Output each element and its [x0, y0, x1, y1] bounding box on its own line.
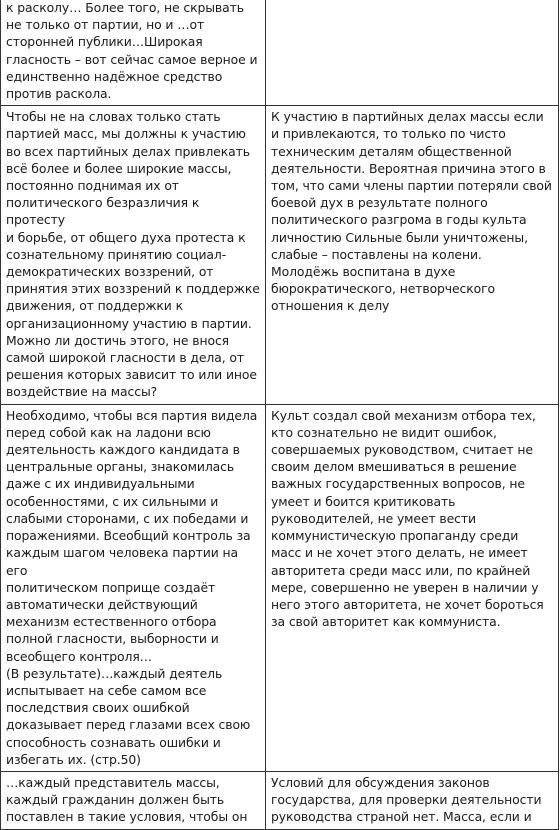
- table-row: [1, 0, 559, 106]
- table-row: [1, 106, 559, 404]
- left-cell: …каждый представитель массы, каждый гражданин должен быть поставлен в такие условия, чтобы он: [1, 771, 266, 829]
- right-cell: Культ создал свой механизм отбора тех, кто сознательно не видит ошибок, совершаемых руководством, считает не своим делом вмешиваться в решение важных государственных вопросов, не умеет и боится критиковать руководителей, не умеет вести коммунистическую пропаганду среди масс и не хочет этого делать, не имеет авторитета среди масс или, по крайней мере, совершенно не уверен в наличии у него этого авторитета, не хочет бороться за свой авторитет как коммуниста.: [266, 404, 559, 771]
- table-row: [1, 771, 559, 829]
- right-cell: К участию в партийных делах массы если и привлекаются, то только по чисто техническим деталям общественной деятельности. Вероятная причина этого в том, что сами члены партии потеряли свой боевой дух в результате полного политического разгрома в годы культа личностию Сильные были уничтожены, слабые – поставлены на колени. Молодёжь воспитана в духе бюрократического, нетворческого отношения к делу: [266, 106, 559, 404]
- left-cell: Чтобы не на словах только стать партией масс, мы должны к участию во всех партийных делах привлекать всё более и более широкие массы, постоянно поднимая их от политического безразличия к протесту и борьбе, от общего духа протеста к сознательному принятию социал- демократических воззрений, от принятия этих воззрений к поддержке движения, от поддержки к организационному участию в партии. Можно ли достичь этого, не внося самой широкой гласности в дела, от решения которых зависит то или иное воздействие на массы?: [1, 106, 266, 404]
- right-cell: [266, 0, 559, 106]
- left-cell: к расколу… Более того, не скрывать не только от партии, но и …от сторонней публики…Широкая гласность – вот сейчас самое верное и единственно надёжное средство против раскола.: [1, 0, 266, 106]
- left-cell: Необходимо, чтобы вся партия видела перед собой как на ладони всю деятельность каждого кандидата в центральные органы, знакомилась даже с их индивидуальными особенностями, с их сильными и слабыми сторонами, с их победами и поражениями. Всеобщий контроль за каждым шагом человека партии на его политическом поприще создаёт автоматически действующий механизм естественного отбора полной гласности, выборности и всеобщего контроля… (В результате)…каждый деятель испытывает на себе самом все последствия своих ошибкой доказывает перед глазами всех свою способность сознавать ошибки и избегать их. (стр.50): [1, 404, 266, 771]
- table-row: [1, 404, 559, 771]
- right-cell: Условий для обсуждения законов государства, для проверки деятельности руководства страной нет. Масса, если и: [266, 771, 559, 829]
